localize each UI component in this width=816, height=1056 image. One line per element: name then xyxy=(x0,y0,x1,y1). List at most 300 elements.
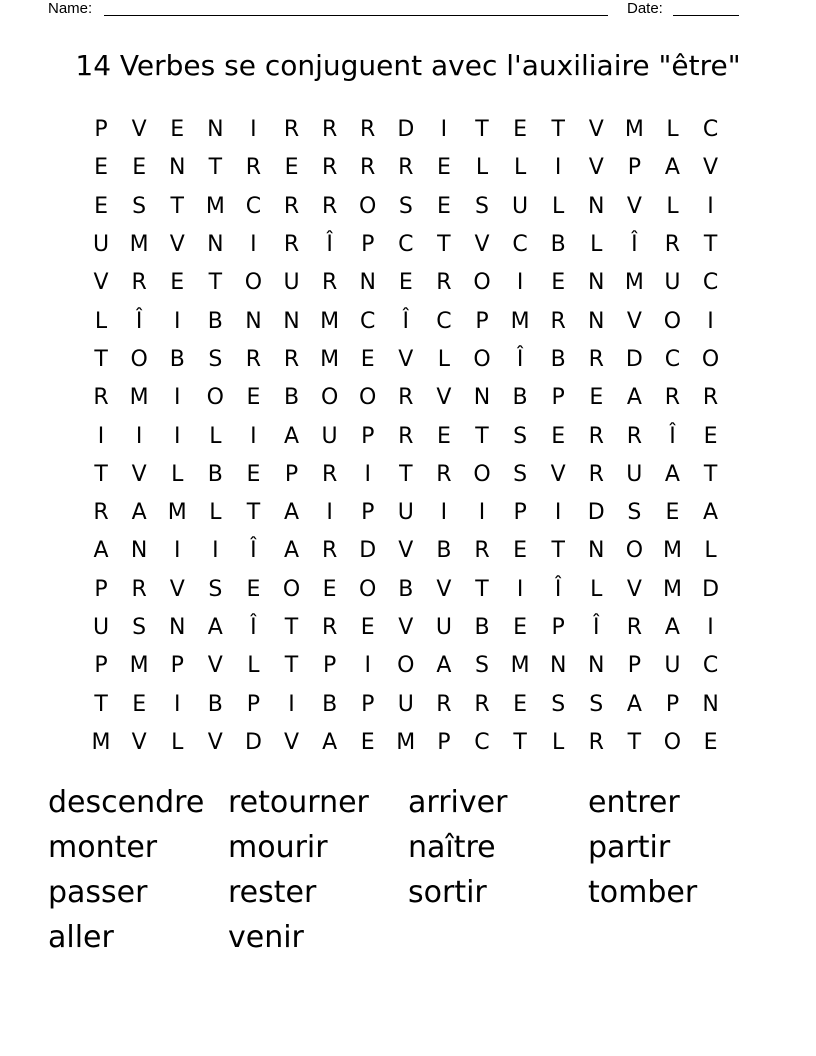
grid-letter[interactable]: R xyxy=(588,423,604,449)
grid-letter[interactable]: S xyxy=(475,653,489,679)
grid-letter[interactable]: V xyxy=(398,346,414,372)
grid-letter[interactable]: E xyxy=(170,270,185,296)
grid-letter[interactable]: S xyxy=(132,193,147,219)
grid-letter[interactable]: Î xyxy=(593,615,600,640)
grid-letter[interactable]: R xyxy=(321,538,338,564)
grid-letter[interactable]: T xyxy=(475,117,489,143)
grid-letter[interactable]: E xyxy=(551,423,566,449)
grid-letter[interactable]: N xyxy=(169,155,186,181)
grid-letter[interactable]: T xyxy=(475,423,489,449)
grid-letter[interactable]: R xyxy=(436,270,452,296)
grid-letter[interactable]: N xyxy=(130,538,148,564)
grid-letter[interactable]: L xyxy=(666,117,679,143)
grid-letter[interactable]: R xyxy=(398,423,414,449)
grid-letter[interactable]: T xyxy=(703,232,718,258)
grid-letter[interactable]: C xyxy=(702,117,719,143)
grid-letter[interactable]: U xyxy=(664,270,681,296)
grid-letter[interactable]: E xyxy=(436,423,451,449)
grid-letter[interactable]: Î xyxy=(554,576,562,602)
grid-letter[interactable]: M xyxy=(662,576,682,602)
grid-letter[interactable]: V xyxy=(588,155,604,181)
grid-letter[interactable]: I xyxy=(516,270,524,296)
grid-row xyxy=(82,188,730,226)
grid-letter[interactable]: M xyxy=(129,232,149,258)
grid-letter[interactable]: M xyxy=(167,500,187,526)
grid-letter[interactable]: U xyxy=(512,193,529,219)
grid-letter[interactable]: A xyxy=(131,500,147,526)
grid-letter[interactable]: S xyxy=(513,461,528,487)
grid-letter[interactable]: R xyxy=(93,500,109,526)
grid-letter[interactable]: E xyxy=(589,385,604,411)
grid-letter[interactable]: Î xyxy=(135,308,143,334)
grid-letter[interactable]: V xyxy=(131,729,147,755)
grid-letter[interactable]: R xyxy=(321,155,338,181)
grid-letter[interactable]: V xyxy=(626,193,642,219)
grid-letter[interactable]: R xyxy=(588,346,604,372)
grid-letter[interactable]: T xyxy=(246,500,261,526)
grid-letter[interactable]: T xyxy=(627,729,642,755)
grid-letter[interactable]: V xyxy=(436,385,452,411)
page-title: 14 Verbes se conjuguent avec l'auxiliaire "être" xyxy=(75,49,741,82)
grid-letter[interactable]: L xyxy=(666,193,679,219)
grid-letter[interactable]: C xyxy=(702,653,719,679)
grid-letter[interactable]: V xyxy=(207,729,223,755)
grid-letter[interactable]: M xyxy=(662,538,682,564)
grid-letter[interactable]: M xyxy=(510,653,530,679)
grid-letter[interactable]: C xyxy=(664,346,681,372)
grid-letter[interactable]: Î xyxy=(631,232,638,258)
grid-letter[interactable]: A xyxy=(436,653,452,679)
grid-letter[interactable]: N xyxy=(588,193,605,219)
grid-letter[interactable]: T xyxy=(284,653,299,679)
grid-letter[interactable]: E xyxy=(246,385,261,411)
grid-letter[interactable]: R xyxy=(283,117,300,143)
grid-letter[interactable]: P xyxy=(627,155,641,181)
grid-letter[interactable]: U xyxy=(283,270,300,296)
grid-letter[interactable]: L xyxy=(590,232,603,258)
grid-letter[interactable]: I xyxy=(250,423,257,449)
grid-letter[interactable]: I xyxy=(364,461,371,487)
grid-letter[interactable]: R xyxy=(283,346,300,372)
grid-letter[interactable]: N xyxy=(588,308,605,334)
grid-letter[interactable]: C xyxy=(436,308,452,334)
grid-letter[interactable]: R xyxy=(360,117,376,143)
grid-letter[interactable]: C xyxy=(360,308,376,334)
grid-letter[interactable]: I xyxy=(440,500,448,526)
grid-letter[interactable]: N xyxy=(588,653,605,679)
grid-letter[interactable]: B xyxy=(207,461,223,487)
grid-letter[interactable]: N xyxy=(473,385,491,411)
grid-letter[interactable]: S xyxy=(132,615,147,640)
grid-letter[interactable]: I xyxy=(478,500,486,526)
grid-letter[interactable]: V xyxy=(131,117,147,143)
grid-letter[interactable]: R xyxy=(245,346,262,372)
grid-letter[interactable]: L xyxy=(209,500,222,526)
grid-letter[interactable]: T xyxy=(513,729,527,755)
grid-letter[interactable]: S xyxy=(398,193,413,219)
grid-letter[interactable]: U xyxy=(92,232,110,258)
grid-letter[interactable]: V xyxy=(436,576,452,602)
grid-letter[interactable]: T xyxy=(551,117,565,143)
grid-letter[interactable]: A xyxy=(626,691,642,717)
grid-letter[interactable]: I xyxy=(288,691,295,717)
grid-letter[interactable]: B xyxy=(207,308,223,334)
grid-letter[interactable]: B xyxy=(512,385,528,411)
grid-letter[interactable]: O xyxy=(282,576,301,602)
grid-letter[interactable]: T xyxy=(551,538,565,564)
grid-letter[interactable]: R xyxy=(588,461,604,487)
grid-letter[interactable]: R xyxy=(626,423,642,449)
grid-letter[interactable]: V xyxy=(398,538,414,564)
grid-letter[interactable]: T xyxy=(437,232,451,258)
grid-letter[interactable]: R xyxy=(283,193,300,219)
grid-letter[interactable]: I xyxy=(516,576,524,602)
grid-letter[interactable]: I xyxy=(173,385,181,411)
grid-letter[interactable]: U xyxy=(626,461,643,487)
grid-letter[interactable]: R xyxy=(664,385,681,411)
grid-letter[interactable]: E xyxy=(94,193,108,219)
grid-letter[interactable]: Î xyxy=(669,423,676,449)
grid-letter[interactable]: Î xyxy=(250,615,257,640)
grid-letter[interactable]: I xyxy=(135,423,143,449)
grid-letter[interactable]: S xyxy=(513,423,528,449)
grid-letter[interactable]: I xyxy=(707,193,714,219)
grid-letter[interactable]: L xyxy=(94,308,108,334)
name-field-line[interactable] xyxy=(104,15,608,16)
grid-letter[interactable]: L xyxy=(552,193,565,219)
grid-letter[interactable]: T xyxy=(475,576,489,602)
grid-letter[interactable]: N xyxy=(702,691,719,717)
grid-letter[interactable]: D xyxy=(359,538,377,564)
grid-letter[interactable]: D xyxy=(397,117,415,143)
grid-letter[interactable]: R xyxy=(550,308,566,334)
grid-letter[interactable]: O xyxy=(359,193,377,219)
grid-letter[interactable]: S xyxy=(208,346,223,372)
grid-letter[interactable]: L xyxy=(171,729,184,755)
grid-letter[interactable]: S xyxy=(627,500,642,526)
grid-letter[interactable]: C xyxy=(245,193,262,219)
grid-letter[interactable]: P xyxy=(170,653,184,679)
grid-letter[interactable]: A xyxy=(283,423,300,449)
grid-letter[interactable]: R xyxy=(664,232,681,258)
grid-letter[interactable]: N xyxy=(245,308,262,334)
grid-letter[interactable]: T xyxy=(94,691,108,717)
grid-letter[interactable]: U xyxy=(435,615,452,640)
word-list-item: tomber xyxy=(588,875,698,910)
grid-letter[interactable]: N xyxy=(283,308,300,334)
grid-letter[interactable]: B xyxy=(322,691,338,717)
grid-letter[interactable]: O xyxy=(397,653,415,679)
grid-letter[interactable]: V xyxy=(626,308,642,334)
grid-letter[interactable]: A xyxy=(664,461,680,487)
grid-letter[interactable]: P xyxy=(361,691,375,717)
grid-letter[interactable]: B xyxy=(474,615,490,640)
grid-letter[interactable]: D xyxy=(244,729,262,755)
grid-letter[interactable]: E xyxy=(322,576,337,602)
grid-letter[interactable]: R xyxy=(588,729,604,755)
grid-letter[interactable]: M xyxy=(624,270,644,296)
grid-letter[interactable]: R xyxy=(321,270,338,296)
grid-letter[interactable]: N xyxy=(169,615,186,640)
grid-letter[interactable]: B xyxy=(550,346,566,372)
grid-letter[interactable]: U xyxy=(321,423,338,449)
grid-letter[interactable]: E xyxy=(665,500,680,526)
grid-letter[interactable]: C xyxy=(398,232,414,258)
grid-letter[interactable]: U xyxy=(664,653,681,679)
grid-letter[interactable]: N xyxy=(588,538,605,564)
grid-letter[interactable]: A xyxy=(283,500,300,526)
grid-letter[interactable]: I xyxy=(554,155,562,181)
grid-letter[interactable]: T xyxy=(399,461,413,487)
grid-letter[interactable]: A xyxy=(664,615,680,640)
grid-letter[interactable]: A xyxy=(664,155,680,181)
grid-letter[interactable]: U xyxy=(397,691,414,717)
grid-letter[interactable]: V xyxy=(207,653,223,679)
grid-letter[interactable]: P xyxy=(94,117,108,143)
grid-letter[interactable]: T xyxy=(94,461,108,487)
grid-letter[interactable]: E xyxy=(398,270,413,296)
grid-letter[interactable]: B xyxy=(436,538,452,564)
grid-letter[interactable]: P xyxy=(246,691,261,717)
grid-row xyxy=(82,456,730,494)
grid-letter[interactable]: I xyxy=(173,308,181,334)
grid-letter[interactable]: U xyxy=(397,500,414,526)
grid-letter[interactable]: R xyxy=(321,193,338,219)
grid-letter[interactable]: T xyxy=(284,615,299,640)
grid-letter[interactable]: I xyxy=(173,423,181,449)
grid-letter[interactable]: N xyxy=(359,270,376,296)
grid-letter[interactable]: I xyxy=(97,423,105,449)
grid-letter[interactable]: T xyxy=(94,346,108,372)
grid-letter[interactable]: L xyxy=(475,155,489,181)
grid-letter[interactable]: P xyxy=(551,615,565,640)
grid-letter[interactable]: R xyxy=(321,615,338,640)
grid-letter[interactable]: S xyxy=(551,691,566,717)
grid-letter[interactable]: T xyxy=(208,270,223,296)
grid-letter[interactable]: E xyxy=(360,346,375,372)
grid-letter[interactable]: R xyxy=(283,232,300,258)
grid-letter[interactable]: P xyxy=(551,385,565,411)
grid-letter[interactable]: I xyxy=(250,232,257,258)
grid-letter[interactable]: O xyxy=(663,308,682,334)
grid-letter[interactable]: Î xyxy=(402,308,410,334)
grid-letter[interactable]: E xyxy=(170,117,185,143)
grid-letter[interactable]: E xyxy=(246,576,261,602)
grid-row xyxy=(82,571,730,609)
grid-letter[interactable]: I xyxy=(326,500,333,526)
grid-letter[interactable]: D xyxy=(587,500,605,526)
grid-letter[interactable]: R xyxy=(398,385,414,411)
grid-letter[interactable]: I xyxy=(554,500,562,526)
grid-row xyxy=(82,149,730,187)
grid-letter[interactable]: B xyxy=(169,346,185,372)
grid-letter[interactable]: D xyxy=(625,346,643,372)
grid-letter[interactable]: C xyxy=(702,270,719,296)
grid-letter[interactable]: M xyxy=(396,729,416,755)
grid-letter[interactable]: R xyxy=(436,691,452,717)
grid-letter[interactable]: O xyxy=(244,270,263,296)
grid-letter[interactable]: I xyxy=(250,117,257,143)
grid-letter[interactable]: P xyxy=(322,653,337,679)
grid-letter[interactable]: E xyxy=(94,155,108,181)
grid-letter[interactable]: P xyxy=(627,653,641,679)
grid-letter[interactable]: Î xyxy=(516,346,524,372)
grid-letter[interactable]: R xyxy=(474,691,490,717)
grid-letter[interactable]: E xyxy=(513,691,528,717)
grid-letter[interactable]: L xyxy=(209,423,222,449)
grid-letter[interactable]: O xyxy=(206,385,224,411)
grid-letter[interactable]: D xyxy=(702,576,720,602)
grid-letter[interactable]: R xyxy=(245,155,262,181)
grid-letter[interactable]: B xyxy=(207,691,223,717)
grid-letter[interactable]: P xyxy=(665,691,680,717)
grid-letter[interactable]: E xyxy=(132,155,147,181)
grid-letter[interactable]: E xyxy=(513,538,528,564)
grid-letter[interactable]: E xyxy=(360,615,375,640)
grid-letter[interactable]: A xyxy=(626,385,642,411)
word-list-item: passer xyxy=(48,875,148,910)
grid-letter[interactable]: N xyxy=(549,653,567,679)
grid-letter[interactable]: L xyxy=(171,461,184,487)
grid-letter[interactable]: A xyxy=(322,729,338,755)
grid-letter[interactable]: O xyxy=(473,461,491,487)
grid-letter[interactable]: R xyxy=(93,385,109,411)
grid-letter[interactable]: A xyxy=(207,615,223,640)
grid-letter[interactable]: R xyxy=(436,461,452,487)
grid-letter[interactable]: M xyxy=(91,729,111,755)
grid-letter[interactable]: P xyxy=(513,500,527,526)
grid-letter[interactable]: I xyxy=(173,691,181,717)
grid-letter[interactable]: R xyxy=(474,538,490,564)
grid-letter[interactable]: I xyxy=(707,615,714,640)
grid-letter[interactable]: E xyxy=(551,270,566,296)
grid-letter[interactable]: I xyxy=(440,117,448,143)
grid-letter[interactable]: R xyxy=(360,155,376,181)
grid-letter[interactable]: E xyxy=(246,461,261,487)
grid-letter[interactable]: P xyxy=(437,729,451,755)
grid-letter[interactable]: M xyxy=(129,653,149,679)
grid-letter[interactable]: A xyxy=(703,500,719,526)
grid-letter[interactable]: O xyxy=(359,385,377,411)
grid-letter[interactable]: M xyxy=(129,385,149,411)
grid-letter[interactable]: T xyxy=(170,193,184,219)
grid-letter[interactable]: M xyxy=(320,308,340,334)
grid-letter[interactable]: I xyxy=(707,308,714,334)
grid-letter[interactable]: S xyxy=(589,691,604,717)
grid-letter[interactable]: V xyxy=(588,117,604,143)
grid-letter[interactable]: E xyxy=(436,193,451,219)
grid-letter[interactable]: V xyxy=(283,729,300,755)
grid-letter[interactable]: O xyxy=(359,576,377,602)
grid-row xyxy=(82,685,730,723)
grid-letter[interactable]: E xyxy=(284,155,299,181)
grid-letter[interactable]: P xyxy=(94,653,108,679)
grid-letter[interactable]: L xyxy=(513,155,527,181)
grid-letter[interactable]: P xyxy=(284,461,299,487)
grid-letter[interactable]: M xyxy=(624,117,644,143)
grid-letter[interactable]: B xyxy=(398,576,414,602)
grid-letter[interactable]: Î xyxy=(326,232,333,258)
grid-letter[interactable]: L xyxy=(704,538,717,564)
grid-letter[interactable]: V xyxy=(131,461,147,487)
grid-letter[interactable]: M xyxy=(510,308,530,334)
grid-letter[interactable]: A xyxy=(283,538,300,564)
grid-letter[interactable]: O xyxy=(625,538,644,564)
grid-letter[interactable]: I xyxy=(212,538,219,564)
grid-letter[interactable]: P xyxy=(94,576,108,602)
grid-letter[interactable]: T xyxy=(208,155,223,181)
grid-letter[interactable]: S xyxy=(475,193,489,219)
grid-letter[interactable]: V xyxy=(626,576,642,602)
grid-letter[interactable]: E xyxy=(513,117,528,143)
grid-letter[interactable]: V xyxy=(703,155,719,181)
grid-letter[interactable]: B xyxy=(283,385,300,411)
grid-letter[interactable]: E xyxy=(513,615,528,640)
grid-letter[interactable]: S xyxy=(208,576,223,602)
grid-letter[interactable]: P xyxy=(361,232,375,258)
grid-letter[interactable]: R xyxy=(626,615,642,640)
grid-letter[interactable]: N xyxy=(588,270,605,296)
grid-letter[interactable]: E xyxy=(360,729,375,755)
grid-letter[interactable]: M xyxy=(205,193,225,219)
grid-letter[interactable]: L xyxy=(437,346,451,372)
grid-letter[interactable]: T xyxy=(703,461,718,487)
grid-letter[interactable]: E xyxy=(132,691,147,717)
grid-letter[interactable]: V xyxy=(550,461,566,487)
grid-letter[interactable]: L xyxy=(247,653,260,679)
grid-letter[interactable]: O xyxy=(701,346,720,372)
grid-letter[interactable]: V xyxy=(398,615,414,640)
date-field-line[interactable] xyxy=(673,15,739,16)
grid-letter[interactable]: R xyxy=(131,576,147,602)
grid-letter[interactable]: L xyxy=(590,576,603,602)
grid-letter[interactable]: U xyxy=(92,615,110,640)
grid-letter[interactable]: O xyxy=(663,729,682,755)
grid-letter[interactable]: O xyxy=(473,270,491,296)
word-list-item: descendre xyxy=(48,785,205,820)
grid-letter[interactable]: P xyxy=(361,423,375,449)
grid-letter[interactable]: N xyxy=(207,117,224,143)
grid-letter[interactable]: V xyxy=(93,270,109,296)
grid-letter[interactable]: V xyxy=(169,576,185,602)
grid-letter[interactable]: C xyxy=(512,232,528,258)
grid-letter[interactable]: R xyxy=(398,155,414,181)
grid-letter[interactable]: O xyxy=(473,346,491,372)
grid-letter[interactable]: N xyxy=(207,232,224,258)
grid-letter[interactable]: L xyxy=(552,729,565,755)
grid-letter[interactable]: E xyxy=(436,155,451,181)
grid-letter[interactable]: C xyxy=(474,729,490,755)
grid-letter[interactable]: M xyxy=(320,346,340,372)
grid-letter[interactable]: E xyxy=(703,423,718,449)
grid-letter[interactable]: Î xyxy=(250,538,257,564)
grid-letter[interactable]: O xyxy=(130,346,148,372)
grid-letter[interactable]: I xyxy=(173,538,181,564)
grid-letter[interactable]: I xyxy=(364,653,371,679)
grid-letter[interactable]: V xyxy=(474,232,490,258)
grid-letter[interactable]: R xyxy=(321,117,338,143)
grid-letter[interactable]: P xyxy=(361,500,375,526)
grid-letter[interactable]: B xyxy=(550,232,566,258)
grid-letter[interactable]: R xyxy=(131,270,147,296)
grid-letter[interactable]: P xyxy=(475,308,489,334)
grid-letter[interactable]: V xyxy=(169,232,185,258)
grid-letter[interactable]: E xyxy=(703,729,718,755)
grid-letter[interactable]: A xyxy=(93,538,109,564)
grid-letter[interactable]: R xyxy=(321,461,338,487)
grid-letter[interactable]: R xyxy=(702,385,719,411)
grid-letter[interactable]: O xyxy=(320,385,339,411)
